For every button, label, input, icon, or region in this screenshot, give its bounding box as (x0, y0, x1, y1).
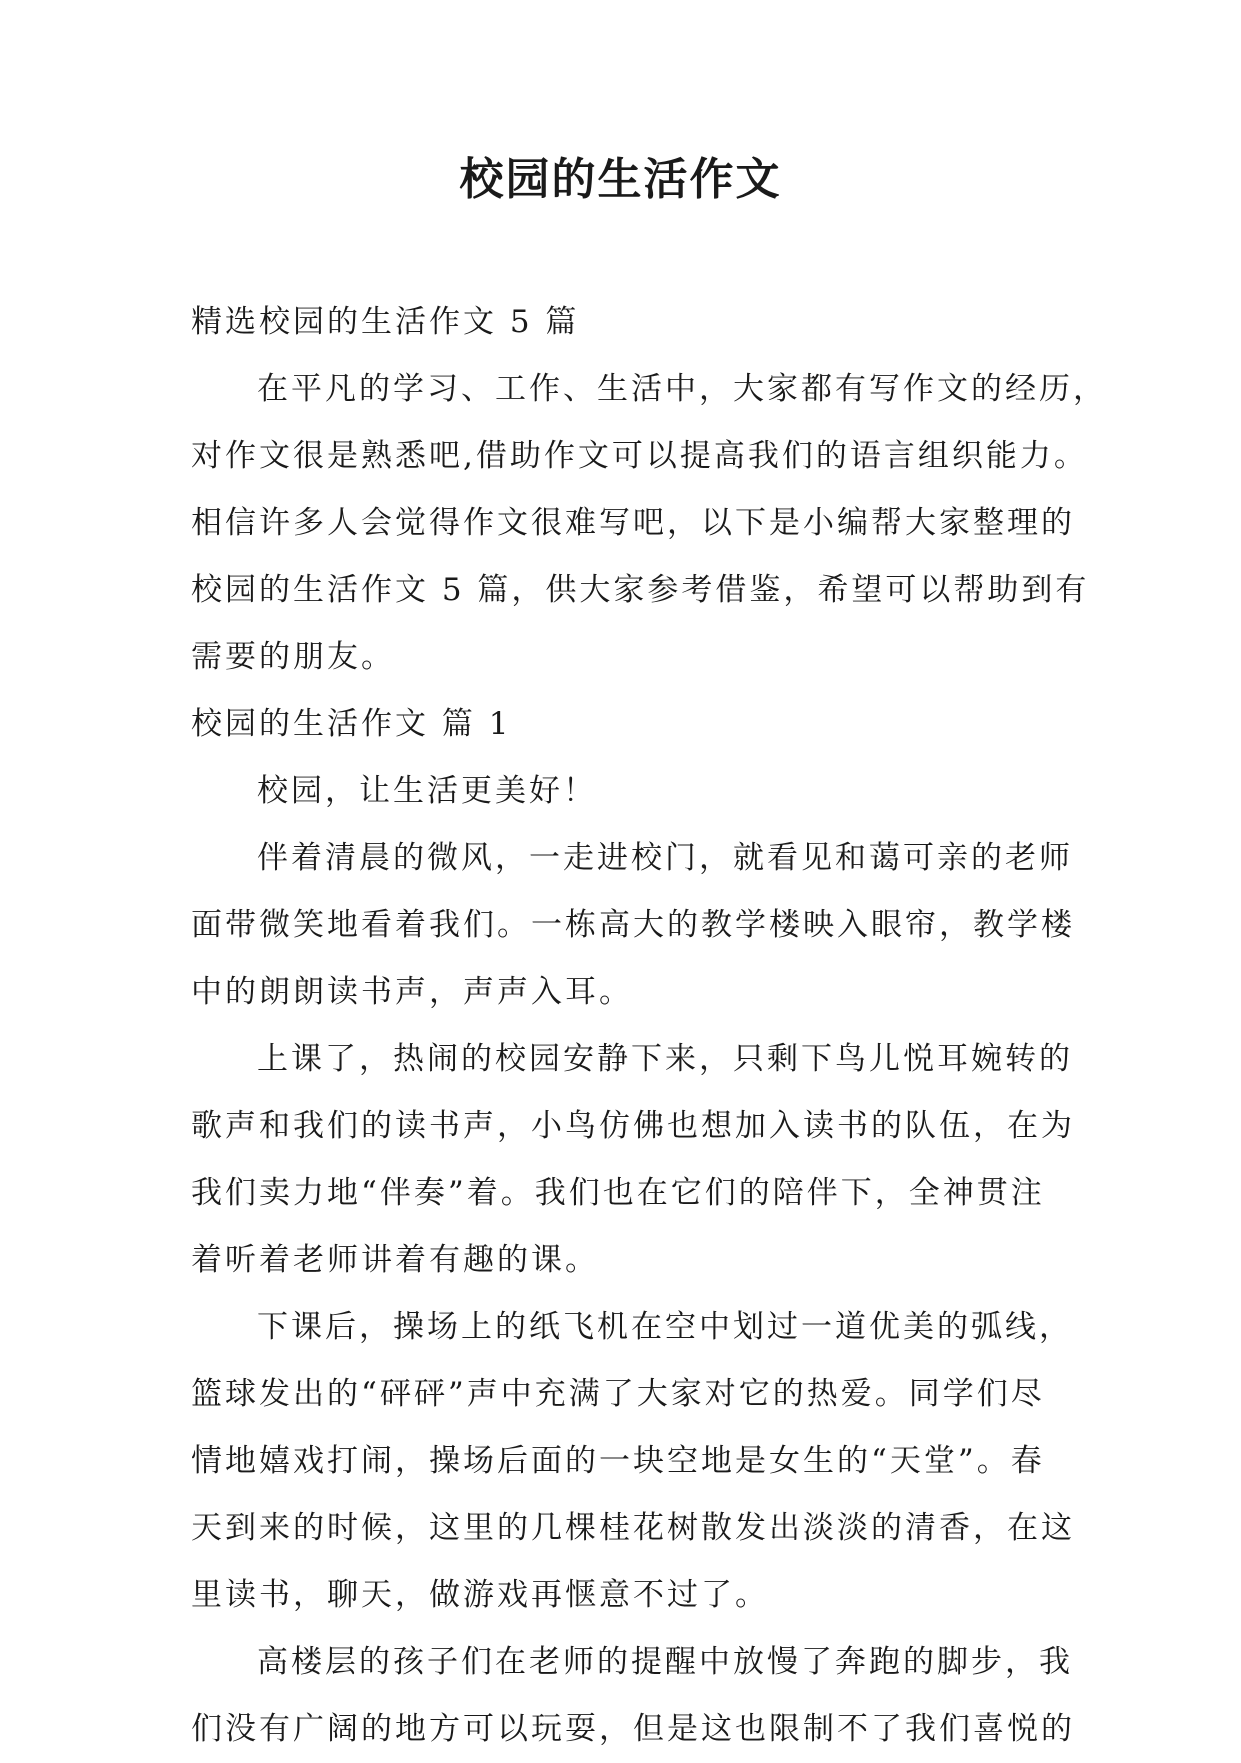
text-line: 我们卖力地“伴奏”着。我们也在它们的陪伴下，全神贯注 (191, 1175, 1045, 1211)
text-line: 高楼层的孩子们在老师的提醒中放慢了奔跑的脚步，我 (257, 1644, 1073, 1680)
text-line: 相信许多人会觉得作文很难写吧，以下是小编帮大家整理的 (191, 505, 1075, 541)
text-line: 在平凡的学习、工作、生活中，大家都有写作文的经历， (257, 371, 1107, 407)
text-line: 天到来的时候，这里的几棵桂花树散发出淡淡的清香，在这 (191, 1510, 1075, 1546)
text-line: 面带微笑地看着我们。一栋高大的教学楼映入眼帘，教学楼 (191, 907, 1075, 943)
text-line: 上课了，热闹的校园安静下来，只剩下鸟儿悦耳婉转的 (257, 1041, 1073, 1077)
text-line: 下课后，操场上的纸飞机在空中划过一道优美的弧线， (257, 1309, 1073, 1345)
text-line: 歌声和我们的读书声，小鸟仿佛也想加入读书的队伍，在为 (191, 1108, 1075, 1144)
text-line: 需要的朋友。 (191, 639, 395, 675)
text-line: 校园，让生活更美好！ (257, 773, 597, 809)
text-line: 情地嬉戏打闹，操场后面的一块空地是女生的“天堂”。春 (191, 1443, 1045, 1479)
document-title: 校园的生活作文 (459, 154, 782, 205)
text-line: 伴着清晨的微风，一走进校门，就看见和蔼可亲的老师 (257, 840, 1073, 876)
text-line: 们没有广阔的地方可以玩耍，但是这也限制不了我们喜悦的 (191, 1711, 1075, 1747)
section-heading: 校园的生活作文 篇 1 (191, 706, 512, 742)
text-line: 里读书，聊天，做游戏再惬意不过了。 (191, 1577, 769, 1613)
text-line: 校园的生活作文 5 篇，供大家参考借鉴，希望可以帮助到有 (191, 572, 1090, 608)
text-line: 对作文很是熟悉吧,借助作文可以提高我们的语言组织能力。 (191, 438, 1088, 474)
text-line: 中的朗朗读书声，声声入耳。 (191, 974, 633, 1010)
text-line: 篮球发出的“砰砰”声中充满了大家对它的热爱。同学们尽 (191, 1376, 1045, 1412)
text-line: 精选校园的生活作文 5 篇 (191, 304, 580, 340)
text-line: 着听着老师讲着有趣的课。 (191, 1242, 599, 1278)
document-body (191, 289, 1107, 1763)
